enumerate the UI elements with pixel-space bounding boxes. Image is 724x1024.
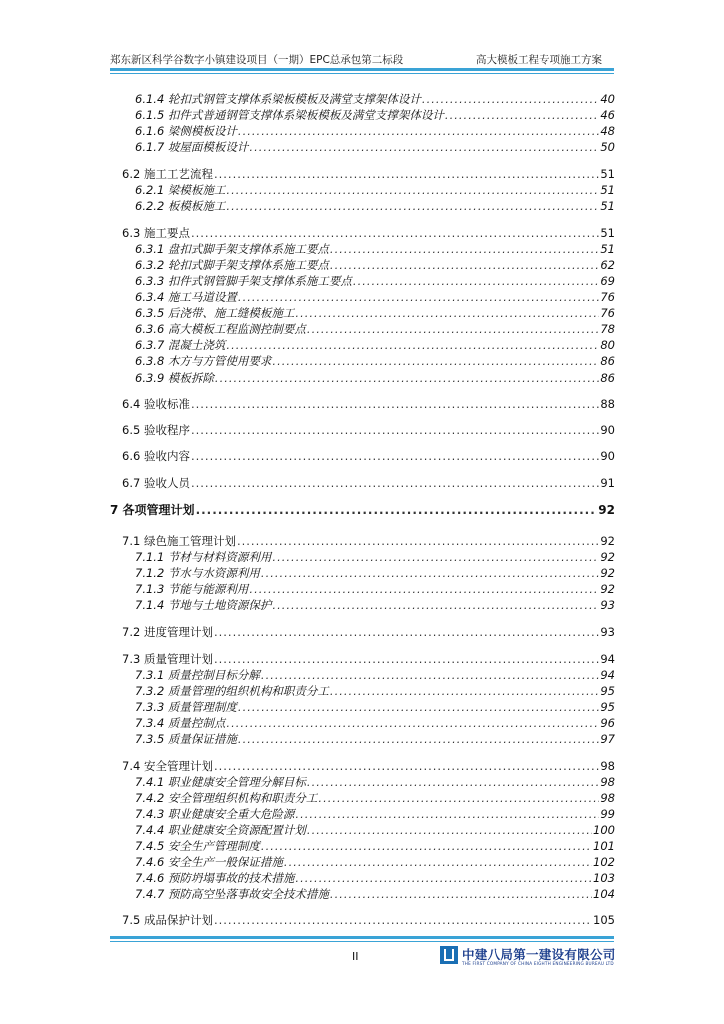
toc-entry-page: 46 xyxy=(600,108,615,122)
toc-entry[interactable] xyxy=(135,305,615,321)
toc-entry[interactable] xyxy=(135,565,615,581)
toc-entry-heading xyxy=(135,565,260,581)
toc-entry[interactable] xyxy=(135,549,615,565)
toc-entry-heading xyxy=(135,198,225,214)
toc-entry-number: 7.3.3 xyxy=(135,700,165,714)
toc-entry-text: 节能与能源利用 xyxy=(167,582,249,596)
toc-entry-text: 验收程序 xyxy=(143,423,190,437)
toc-entry-text: 板模板施工 xyxy=(167,199,226,213)
toc-entry-number: 7.1.4 xyxy=(135,598,165,612)
toc-entry-text: 安全生产管理制度 xyxy=(167,839,260,853)
toc-entry-number: 7.2 xyxy=(122,625,141,639)
toc-entry[interactable] xyxy=(135,886,615,902)
toc-entry-page: 51 xyxy=(600,167,615,181)
toc-entry-number: 7.3.4 xyxy=(135,716,165,730)
toc-dot-leader xyxy=(249,582,599,596)
toc-entry[interactable] xyxy=(135,790,615,806)
toc-entry-page: 104 xyxy=(593,887,615,901)
toc-entry-text: 进度管理计划 xyxy=(143,625,213,639)
header-project-title: 郑东新区科学谷数字小镇建设项目（一期）EPC总承包第二标段 xyxy=(110,54,404,66)
header-document-title: 高大模板工程专项施工方案 xyxy=(476,54,602,66)
toc-entry-page: 88 xyxy=(600,397,615,411)
toc-entry[interactable] xyxy=(122,422,615,438)
toc-dot-leader xyxy=(238,124,599,138)
toc-entry-number: 7.3 xyxy=(122,652,141,666)
toc-entry-text: 施工工艺流程 xyxy=(143,167,213,181)
toc-entry-page: 78 xyxy=(600,322,615,336)
toc-entry-number: 7.4.2 xyxy=(135,791,165,805)
toc-entry-heading xyxy=(135,321,306,337)
toc-entry[interactable] xyxy=(122,758,615,774)
toc-entry-text: 扣件式钢管脚手架支撑体系施工要点 xyxy=(167,274,352,288)
toc-entry-heading xyxy=(122,225,190,241)
toc-entry-text: 绿色施工管理计划 xyxy=(143,534,236,548)
header-rule-thin xyxy=(110,73,614,74)
toc-entry-page: 86 xyxy=(600,354,615,368)
toc-entry-page: 94 xyxy=(600,652,615,666)
toc-entry-number: 7.3.2 xyxy=(135,684,165,698)
toc-entry-heading xyxy=(110,501,195,518)
toc-entry-heading xyxy=(122,166,213,182)
toc-entry[interactable] xyxy=(135,370,615,386)
toc-entry[interactable] xyxy=(135,822,615,838)
toc-entry-page: 98 xyxy=(600,791,615,805)
toc-dot-leader xyxy=(237,534,599,548)
toc-dot-leader xyxy=(261,566,599,580)
toc-entry-text: 坡屋面模板设计 xyxy=(167,140,249,154)
toc-entry-heading xyxy=(135,305,294,321)
toc-entry-number: 6.3.4 xyxy=(135,290,165,304)
toc-entry-number: 6.1.7 xyxy=(135,140,165,154)
toc-entry-number: 6.3.2 xyxy=(135,258,165,272)
toc-entry-page: 99 xyxy=(600,807,615,821)
toc-entry[interactable] xyxy=(135,241,615,257)
toc-entry-number: 6.1.6 xyxy=(135,124,165,138)
toc-entry[interactable] xyxy=(135,774,615,790)
toc-entry-text: 质量管理的组织机构和职责分工 xyxy=(167,684,329,698)
toc-entry-text: 预防高空坠落事故安全技术措施 xyxy=(167,887,329,901)
toc-entry[interactable] xyxy=(135,321,615,337)
toc-entry-heading xyxy=(135,289,237,305)
toc-entry-number: 7.4 xyxy=(122,759,141,773)
toc-entry-number: 7.4.3 xyxy=(135,807,165,821)
toc-entry-heading xyxy=(135,683,329,699)
toc-entry-number: 6.3 xyxy=(122,226,141,240)
toc-entry-heading xyxy=(122,396,190,412)
toc-entry-page: 91 xyxy=(600,476,615,490)
toc-entry-heading xyxy=(135,699,237,715)
toc-entry-page: 48 xyxy=(600,124,615,138)
toc-entry-text: 轮扣式钢管支撑体系梁板模板及满堂支撑架体设计 xyxy=(167,92,421,106)
toc-entry-page: 51 xyxy=(600,199,615,213)
toc-entry-heading xyxy=(122,912,213,928)
toc-entry[interactable] xyxy=(135,257,615,273)
toc-entry-page: 100 xyxy=(593,823,615,837)
toc-dot-leader xyxy=(238,290,599,304)
toc-dot-leader xyxy=(191,423,599,437)
toc-dot-leader xyxy=(191,449,599,463)
toc-entry[interactable] xyxy=(135,838,615,854)
toc-entry-number: 7.3.5 xyxy=(135,732,165,746)
toc-entry-number: 7.4.5 xyxy=(135,839,165,853)
toc-entry-text: 质量管理计划 xyxy=(143,652,213,666)
toc-entry-page: 93 xyxy=(600,598,615,612)
toc-entry-number: 6.7 xyxy=(122,476,141,490)
toc-entry-page: 96 xyxy=(600,716,615,730)
toc-dot-leader xyxy=(215,371,599,385)
toc-entry-number: 6.3.1 xyxy=(135,242,165,256)
toc-entry-text: 质量控制目标分解 xyxy=(167,668,260,682)
toc-entry[interactable] xyxy=(135,182,615,198)
toc-entry-text: 节水与水资源利用 xyxy=(167,566,260,580)
toc-dot-leader xyxy=(191,226,599,240)
toc-dot-leader xyxy=(214,652,599,666)
toc-dot-leader xyxy=(295,871,592,885)
toc-entry-heading xyxy=(135,790,317,806)
toc-entry[interactable] xyxy=(135,289,615,305)
toc-dot-leader xyxy=(214,759,599,773)
toc-entry-heading xyxy=(135,715,225,731)
toc-entry[interactable] xyxy=(135,667,615,683)
toc-entry-number: 7 xyxy=(110,503,119,517)
toc-entry[interactable] xyxy=(122,225,615,241)
toc-entry-number: 6.4 xyxy=(122,397,141,411)
toc-entry-text: 安全生产一般保证措施 xyxy=(167,855,283,869)
toc-dot-leader xyxy=(353,274,599,288)
toc-entry-text: 节地与土地资源保护 xyxy=(167,598,272,612)
toc-entry-page: 50 xyxy=(600,140,615,154)
toc-entry-number: 7.4.4 xyxy=(135,823,165,837)
toc-entry-heading xyxy=(135,731,237,747)
toc-entry-text: 扣件式普通钢管支撑体系梁板模板及满堂支撑架体设计 xyxy=(167,108,444,122)
toc-dot-leader xyxy=(284,855,592,869)
toc-entry-heading xyxy=(135,123,237,139)
toc-entry-text: 混凝土浇筑 xyxy=(167,338,226,352)
toc-entry-page: 98 xyxy=(600,759,615,773)
toc-dot-leader xyxy=(238,700,599,714)
toc-dot-leader xyxy=(226,338,599,352)
toc-entry-heading xyxy=(135,257,329,273)
toc-entry-heading xyxy=(135,182,225,198)
toc-entry-page: 93 xyxy=(600,625,615,639)
toc-entry-number: 6.3.6 xyxy=(135,322,165,336)
toc-entry[interactable] xyxy=(122,166,615,182)
toc-dot-leader xyxy=(191,397,599,411)
toc-entry-number: 7.4.6 xyxy=(135,855,165,869)
toc-entry-text: 验收内容 xyxy=(143,449,190,463)
toc-entry-text: 验收人员 xyxy=(143,476,190,490)
toc-entry-number: 6.1.5 xyxy=(135,108,165,122)
toc-entry[interactable] xyxy=(122,533,615,549)
toc-entry-text: 梁侧模板设计 xyxy=(167,124,237,138)
toc-entry[interactable] xyxy=(135,107,615,123)
toc-entry-heading xyxy=(135,667,260,683)
toc-entry-number: 6.3.8 xyxy=(135,354,165,368)
toc-entry-number: 7.4.7 xyxy=(135,887,165,901)
toc-dot-leader xyxy=(330,887,592,901)
toc-entry-page: 92 xyxy=(598,503,615,517)
toc-entry-page: 92 xyxy=(600,550,615,564)
toc-entry-text: 安全管理组织机构和职责分工 xyxy=(167,791,318,805)
toc-entry[interactable] xyxy=(135,91,615,107)
toc-entry-heading xyxy=(135,353,271,369)
toc-entry-text: 施工要点 xyxy=(143,226,190,240)
toc-entry-number: 6.1.4 xyxy=(135,92,165,106)
toc-entry-text: 梁模板施工 xyxy=(167,183,226,197)
toc-dot-leader xyxy=(196,503,598,517)
toc-entry-heading xyxy=(135,886,329,902)
toc-entry[interactable] xyxy=(135,806,615,822)
toc-entry-number: 6.6 xyxy=(122,449,141,463)
toc-entry[interactable] xyxy=(135,870,615,886)
toc-entry-heading xyxy=(122,533,236,549)
toc-entry[interactable] xyxy=(110,501,615,518)
toc-entry-number: 6.2 xyxy=(122,167,141,181)
toc-dot-leader xyxy=(249,140,599,154)
toc-entry-text: 模板拆除 xyxy=(167,371,214,385)
toc-entry-text: 高大模板工程监测控制要点 xyxy=(167,322,306,336)
toc-entry[interactable] xyxy=(122,475,615,491)
toc-entry-page: 90 xyxy=(600,449,615,463)
toc-entry-text: 质量管理制度 xyxy=(167,700,237,714)
toc-dot-leader xyxy=(261,668,599,682)
toc-entry-number: 6.3.3 xyxy=(135,274,165,288)
toc-entry-text: 各项管理计划 xyxy=(122,503,195,517)
toc-entry-heading xyxy=(135,870,294,886)
toc-dot-leader xyxy=(214,167,599,181)
toc-entry-page: 103 xyxy=(593,871,615,885)
toc-entry-text: 质量保证措施 xyxy=(167,732,237,746)
toc-dot-leader xyxy=(318,791,599,805)
toc-entry[interactable] xyxy=(135,731,615,747)
toc-entry-number: 6.5 xyxy=(122,423,141,437)
toc-entry-page: 95 xyxy=(600,684,615,698)
toc-entry-heading xyxy=(122,758,213,774)
toc-dot-leader xyxy=(330,242,599,256)
toc-dot-leader xyxy=(330,684,599,698)
toc-entry-number: 6.2.1 xyxy=(135,183,165,197)
footer-rule-thick xyxy=(110,936,614,939)
toc-dot-leader xyxy=(226,199,599,213)
toc-entry-page: 105 xyxy=(593,913,615,927)
toc-dot-leader xyxy=(295,807,599,821)
toc-dot-leader xyxy=(295,306,599,320)
toc-entry[interactable] xyxy=(135,597,615,613)
toc-entry-heading xyxy=(122,475,190,491)
toc-entry-heading xyxy=(135,241,329,257)
toc-dot-leader xyxy=(214,625,599,639)
toc-entry-heading xyxy=(135,854,283,870)
toc-entry[interactable] xyxy=(135,353,615,369)
toc-entry-page: 51 xyxy=(600,226,615,240)
toc-entry[interactable] xyxy=(135,854,615,870)
toc-entry-page: 92 xyxy=(600,534,615,548)
company-name-cn: 中建八局第一建设有限公司 xyxy=(462,947,616,962)
company-logo xyxy=(440,946,616,970)
toc-entry-number: 6.2.2 xyxy=(135,199,165,213)
toc-dot-leader xyxy=(272,550,599,564)
toc-entry-page: 94 xyxy=(600,668,615,682)
toc-entry-page: 62 xyxy=(600,258,615,272)
toc-entry-number: 6.3.5 xyxy=(135,306,165,320)
toc-dot-leader xyxy=(272,354,599,368)
header-rule-thick xyxy=(110,68,614,71)
toc-entry[interactable] xyxy=(135,683,615,699)
toc-entry-text: 成品保护计划 xyxy=(143,913,213,927)
toc-entry[interactable] xyxy=(135,198,615,214)
toc-entry-heading xyxy=(135,822,306,838)
toc-entry-heading xyxy=(122,624,213,640)
toc-dot-leader xyxy=(330,258,599,272)
toc-entry-heading xyxy=(135,273,352,289)
toc-entry-text: 轮扣式脚手架支撑体系施工要点 xyxy=(167,258,329,272)
page-number: II xyxy=(352,950,359,963)
toc-entry-page: 69 xyxy=(600,274,615,288)
toc-entry-page: 40 xyxy=(600,92,615,106)
toc-entry-page: 97 xyxy=(600,732,615,746)
toc-entry-page: 92 xyxy=(600,566,615,580)
toc-entry-page: 101 xyxy=(593,839,615,853)
toc-dot-leader xyxy=(307,823,592,837)
toc-dot-leader xyxy=(191,476,599,490)
toc-entry-number: 7.1.3 xyxy=(135,582,165,596)
toc-entry[interactable] xyxy=(135,273,615,289)
toc-entry-number: 7.4.1 xyxy=(135,775,165,789)
toc-entry-text: 节材与材料资源利用 xyxy=(167,550,272,564)
toc-entry[interactable] xyxy=(122,448,615,464)
toc-entry-text: 职业健康安全资源配置计划 xyxy=(167,823,306,837)
toc-entry-page: 102 xyxy=(593,855,615,869)
toc-entry-page: 90 xyxy=(600,423,615,437)
toc-dot-leader xyxy=(238,732,599,746)
toc-entry-text: 施工马道设置 xyxy=(167,290,237,304)
toc-entry-heading xyxy=(135,107,444,123)
toc-entry-heading xyxy=(135,91,421,107)
toc-entry[interactable] xyxy=(135,139,615,155)
toc-entry[interactable] xyxy=(135,123,615,139)
toc-entry-heading xyxy=(135,337,225,353)
toc-entry[interactable] xyxy=(122,651,615,667)
toc-entry-page: 98 xyxy=(600,775,615,789)
toc-entry-text: 预防坍塌事故的技术措施 xyxy=(167,871,295,885)
toc-entry-number: 7.5 xyxy=(122,913,141,927)
toc-dot-leader xyxy=(272,598,599,612)
toc-entry-heading xyxy=(135,549,271,565)
toc-dot-leader xyxy=(307,322,599,336)
toc-entry-heading xyxy=(135,370,214,386)
toc-entry-page: 86 xyxy=(600,371,615,385)
toc-entry-page: 76 xyxy=(600,306,615,320)
toc-entry-text: 木方与方管使用要求 xyxy=(167,354,272,368)
toc-entry[interactable] xyxy=(135,715,615,731)
toc-entry-page: 76 xyxy=(600,290,615,304)
toc-dot-leader xyxy=(307,775,599,789)
toc-dot-leader xyxy=(226,183,599,197)
toc-entry-heading xyxy=(135,838,260,854)
toc-entry[interactable] xyxy=(135,699,615,715)
toc-entry[interactable] xyxy=(122,912,615,928)
toc-entry-heading xyxy=(135,806,294,822)
toc-dot-leader xyxy=(445,108,599,122)
toc-entry-heading xyxy=(135,597,271,613)
toc-dot-leader xyxy=(261,839,592,853)
toc-entry-page: 80 xyxy=(600,338,615,352)
toc-entry-text: 安全管理计划 xyxy=(143,759,213,773)
toc-entry[interactable] xyxy=(122,396,615,412)
toc-entry-text: 验收标准 xyxy=(143,397,190,411)
toc-entry-page: 95 xyxy=(600,700,615,714)
toc-entry-heading xyxy=(122,422,190,438)
toc-entry-text: 后浇带、施工缝模板施工 xyxy=(167,306,295,320)
toc-entry-number: 7.1 xyxy=(122,534,141,548)
toc-entry-page: 51 xyxy=(600,242,615,256)
toc-entry-text: 职业健康安全重大危险源 xyxy=(167,807,295,821)
toc-entry-text: 盘扣式脚手架支撑体系施工要点 xyxy=(167,242,329,256)
toc-entry[interactable] xyxy=(135,581,615,597)
toc-entry-text: 职业健康安全管理分解目标 xyxy=(167,775,306,789)
toc-entry-number: 7.1.1 xyxy=(135,550,165,564)
company-name-en: THE FIRST COMPANY OF CHINA EIGHTH ENGINEERING BUREAU LTD xyxy=(462,961,614,966)
toc-dot-leader xyxy=(214,913,592,927)
toc-entry-number: 7.3.1 xyxy=(135,668,165,682)
toc-entry-number: 6.3.9 xyxy=(135,371,165,385)
toc-entry-text: 质量控制点 xyxy=(167,716,226,730)
page-header xyxy=(110,52,614,68)
toc-dot-leader xyxy=(422,92,599,106)
toc-entry-number: 6.3.7 xyxy=(135,338,165,352)
toc-entry-heading xyxy=(122,448,190,464)
toc-entry-heading xyxy=(135,774,306,790)
company-logo-icon xyxy=(440,946,458,964)
toc-entry[interactable] xyxy=(135,337,615,353)
toc-entry-heading xyxy=(135,581,248,597)
toc-entry-number: 7.4.6 xyxy=(135,871,165,885)
toc-entry-heading xyxy=(122,651,213,667)
toc-entry[interactable] xyxy=(122,624,615,640)
toc-dot-leader xyxy=(226,716,599,730)
toc-entry-page: 92 xyxy=(600,582,615,596)
footer-rule-thin xyxy=(110,941,614,942)
toc-entry-heading xyxy=(135,139,248,155)
toc-entry-page: 51 xyxy=(600,183,615,197)
toc-entry-number: 7.1.2 xyxy=(135,566,165,580)
